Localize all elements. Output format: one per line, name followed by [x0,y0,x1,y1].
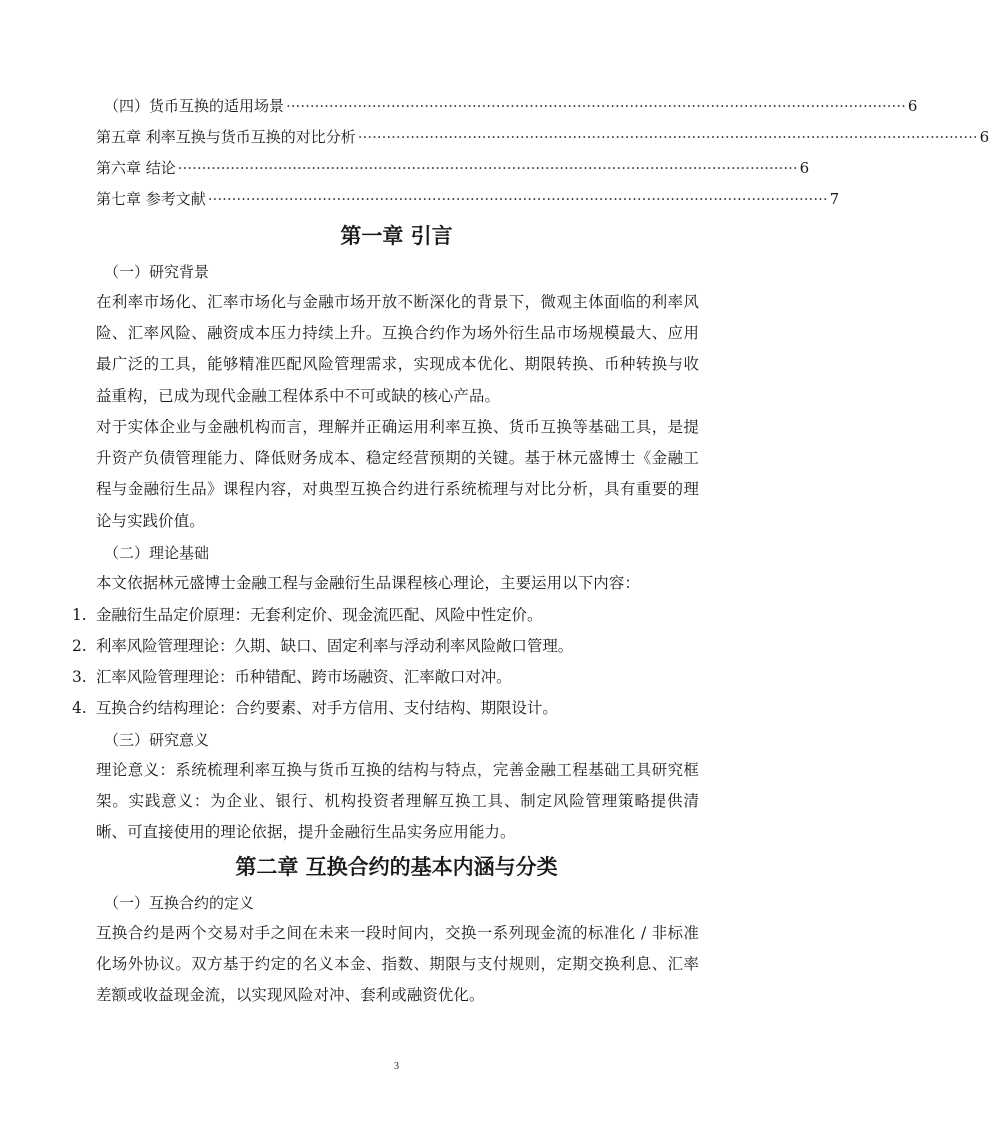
body-paragraph: 在利率市场化、汇率市场化与金融市场开放不断深化的背景下，微观主体面临的利率风险、汇率风险、融资成本压力持续上升。互换合约作为场外衍生品市场规模最大、应用最广泛的工具，能够精准匹配风险管理需求，实现成本优化、期限转换、币种转换与收益重构，已成为现代金融工程体系中不可或缺的核心产品。 [96,293,699,405]
toc-entry[interactable] [96,158,810,178]
section-heading: （三）研究意义 [104,731,210,749]
section-heading: （二）理论基础 [104,544,210,562]
list-number: 4. [72,699,87,717]
chapter-heading: 第一章 引言 [340,224,453,248]
toc-entry-page: 6 [979,128,989,146]
list-text: 金融衍生品定价原理：无套利定价、现金流匹配、风险中性定价。 [96,606,543,624]
toc-leader-dots: ·································································································································· [207,190,828,208]
toc-leader-dots: ·································································································································· [357,128,978,146]
toc-leader-dots: ·································································································································· [177,159,798,177]
list-item [72,667,512,687]
body-paragraph: 互换合约是两个交易对手之间在未来一段时间内，交换一系列现金流的标准化 / 非标准化场外协议。双方基于约定的名义本金、指数、期限与支付规则，定期交换利息、汇率差额或收益现金流，以实现风险对冲、套利或融资优化。 [96,924,699,1005]
toc-entry-page: 7 [829,190,840,208]
body-paragraph: 对于实体企业与金融机构而言，理解并正确运用利率互换、货币互换等基础工具，是提升资产负债管理能力、降低财务成本、稳定经营预期的关键。基于林元盛博士《金融工程与金融衍生品》课程内容，对典型互换合约进行系统梳理与对比分析，具有重要的理论与实践价值。 [96,418,699,530]
section-heading: （一）研究背景 [104,263,210,281]
body-paragraph: 本文依据林元盛博士金融工程与金融衍生品课程核心理论，主要运用以下内容： [96,574,640,592]
body-paragraph: 理论意义：系统梳理利率互换与货币互换的结构与特点，完善金融工程基础工具研究框架。实践意义：为企业、银行、机构投资者理解互换工具、制定风险管理策略提供清晰、可直接使用的理论依据，提升金融衍生品实务应用能力。 [96,761,699,842]
toc-leader-dots: ·································································································································· [286,97,906,115]
list-item [72,698,558,718]
toc-entry-title: 第七章 参考文献 [96,190,206,208]
list-item [72,636,573,656]
page-number: 3 [394,1061,399,1072]
toc-entry-page: 6 [907,97,918,115]
list-text: 汇率风险管理理论：币种错配、跨市场融资、汇率敞口对冲。 [96,668,512,686]
list-number: 3. [72,668,87,686]
toc-entry-title: （四）货币互换的适用场景 [104,97,285,115]
list-number: 2. [72,637,87,655]
list-number: 1. [72,606,87,624]
list-text: 互换合约结构理论：合约要素、对手方信用、支付结构、期限设计。 [96,699,558,717]
chapter-heading: 第二章 互换合约的基本内涵与分类 [235,855,558,879]
toc-entry-title: 第六章 结论 [96,159,176,177]
list-item [72,605,542,625]
toc-entry-page: 6 [799,159,810,177]
toc-entry-title: 第五章 利率互换与货币互换的对比分析 [96,128,356,146]
toc-entry[interactable] [96,189,840,209]
list-text: 利率风险管理理论：久期、缺口、固定利率与浮动利率风险敞口管理。 [96,637,574,655]
toc-entry[interactable] [96,127,989,147]
toc-entry[interactable] [104,96,918,116]
section-heading: （一）互换合约的定义 [104,894,255,912]
